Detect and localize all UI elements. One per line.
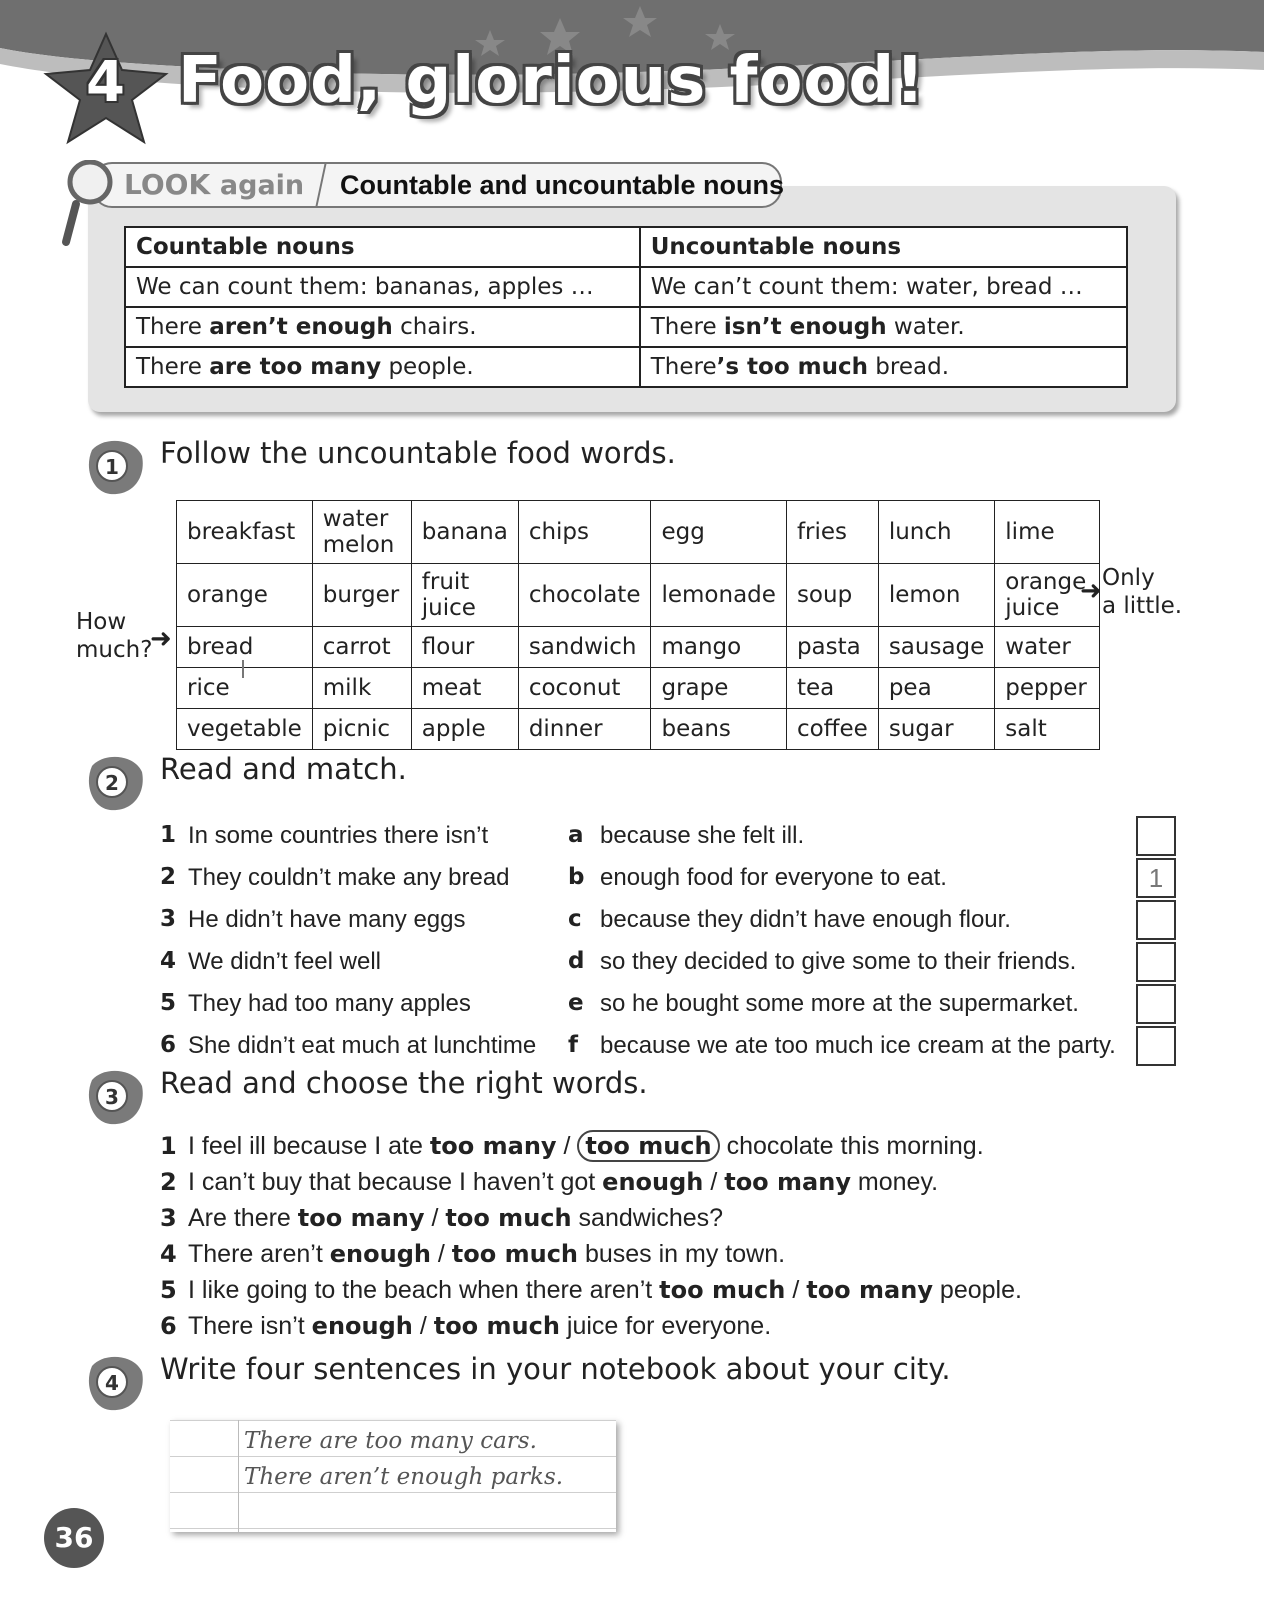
answer-box[interactable] — [1136, 900, 1176, 940]
grid-cell[interactable]: rice — [177, 668, 313, 709]
grammar-row — [125, 347, 1127, 387]
match-row: 4 We didn’t feel well d so they decided to give some to their friends. — [160, 948, 1077, 975]
grid-cell[interactable]: burger — [312, 564, 411, 627]
grid-cell[interactable]: water — [995, 627, 1100, 668]
grid-cell[interactable]: egg — [651, 501, 786, 564]
grammar-topic: Countable and uncountable nouns — [340, 170, 784, 200]
again-word: again — [219, 170, 305, 201]
grid-cell[interactable]: soup — [786, 564, 878, 627]
grammar-cell: There isn’t enough water. — [640, 307, 1127, 347]
option[interactable]: too many — [724, 1168, 851, 1196]
option[interactable]: enough — [602, 1168, 704, 1196]
option[interactable]: too much — [433, 1312, 560, 1340]
grid-cell[interactable]: lunch — [878, 501, 994, 564]
grid-cell[interactable]: bread — [177, 627, 313, 668]
match-row: 2 They couldn’t make any bread b enough food for everyone to eat. — [160, 864, 947, 891]
grid-cell[interactable]: orange juice — [995, 564, 1100, 627]
grid-cell[interactable]: fruit juice — [411, 564, 518, 627]
look-word: LOOK — [124, 168, 211, 201]
answer-box[interactable]: 1 — [1136, 858, 1176, 898]
notebook-example — [170, 1420, 616, 1532]
match-row: 1 In some countries there isn’t a because she felt ill. — [160, 822, 805, 849]
grid-cell[interactable]: tea — [786, 668, 878, 709]
grid-cell[interactable]: lime — [995, 501, 1100, 564]
grid-cell[interactable]: lemonade — [651, 564, 786, 627]
grid-cell[interactable]: salt — [995, 709, 1100, 750]
answer-box[interactable] — [1136, 942, 1176, 982]
choose-row: 1 I feel ill because I ate too many / too much chocolate this morning. — [160, 1132, 984, 1160]
magnifier-icon — [60, 160, 120, 250]
start-label: How much? — [76, 609, 153, 663]
grid-row — [177, 564, 1100, 627]
grammar-cell: We can’t count them: water, bread … — [640, 267, 1127, 307]
grid-cell[interactable]: chocolate — [518, 564, 651, 627]
grid-cell[interactable]: sugar — [878, 709, 994, 750]
grid-cell[interactable]: dinner — [518, 709, 651, 750]
food-word-grid — [176, 500, 1100, 750]
example-sentence: There are too many cars. — [244, 1428, 537, 1454]
option[interactable]: too many — [806, 1276, 933, 1304]
grid-cell[interactable]: meat — [411, 668, 518, 709]
exercise-number: 1 — [105, 455, 119, 479]
grid-cell[interactable]: breakfast — [177, 501, 313, 564]
end-label: Only a little. — [1102, 565, 1183, 619]
exercise-2-instruction: Read and match. — [160, 752, 407, 786]
grid-cell[interactable]: mango — [651, 627, 786, 668]
grid-cell[interactable]: picnic — [312, 709, 411, 750]
exercise-badge — [84, 1352, 146, 1414]
grid-cell[interactable]: lemon — [878, 564, 994, 627]
option[interactable]: too many — [429, 1132, 557, 1160]
grid-cell[interactable]: sandwich — [518, 627, 651, 668]
exercise-3-instruction: Read and choose the right words. — [160, 1066, 648, 1100]
exercise-badge — [84, 1066, 146, 1128]
unit-number: 4 — [86, 50, 125, 115]
grid-cell[interactable]: coffee — [786, 709, 878, 750]
exercise-number: 4 — [105, 1371, 119, 1395]
grid-row — [177, 709, 1100, 750]
exercise-1-instruction: Follow the uncountable food words. — [160, 436, 676, 470]
grid-row — [177, 668, 1100, 709]
grammar-row — [125, 267, 1127, 307]
choose-row: 5 I like going to the beach when there aren’t too much / too many people. — [160, 1276, 1022, 1304]
match-row: 6 She didn’t eat much at lunchtime f because we ate too much ice cream at the party. — [160, 1032, 1116, 1059]
exercise-number: 3 — [105, 1085, 119, 1109]
grid-cell[interactable]: orange — [177, 564, 313, 627]
grammar-cell: There’s too much bread. — [640, 347, 1127, 387]
path-mark — [242, 660, 244, 678]
option[interactable]: too many — [297, 1204, 425, 1232]
grid-cell[interactable]: coconut — [518, 668, 651, 709]
notebook-margin-line — [238, 1420, 239, 1532]
choose-row: 6 There isn’t enough / too much juice for everyone. — [160, 1312, 772, 1340]
col-header-uncountable: Uncountable nouns — [640, 227, 1127, 267]
example-sentence: There aren’t enough parks. — [244, 1464, 564, 1490]
option[interactable]: too much — [445, 1204, 572, 1232]
grid-cell[interactable]: pea — [878, 668, 994, 709]
match-row: 5 They had too many apples e so he bought some more at the supermarket. — [160, 990, 1079, 1017]
grid-row — [177, 627, 1100, 668]
grammar-cell: There aren’t enough chairs. — [125, 307, 640, 347]
answer-box[interactable] — [1136, 816, 1176, 856]
grid-cell[interactable]: apple — [411, 709, 518, 750]
page-title: Food, glorious food! — [178, 44, 926, 118]
look-again-label — [124, 168, 304, 201]
option[interactable]: enough — [311, 1312, 413, 1340]
grid-cell[interactable]: sausage — [878, 627, 994, 668]
grid-cell[interactable]: milk — [312, 668, 411, 709]
choose-row: 3 Are there too many / too much sandwiches? — [160, 1204, 724, 1232]
grammar-cell: We can count them: bananas, apples … — [125, 267, 640, 307]
exercise-badge — [84, 752, 146, 814]
grammar-table — [124, 226, 1128, 388]
grid-row — [177, 501, 1100, 564]
answer-box[interactable] — [1136, 984, 1176, 1024]
grid-cell[interactable]: fries — [786, 501, 878, 564]
grid-cell[interactable]: beans — [651, 709, 786, 750]
grid-cell[interactable]: pasta — [786, 627, 878, 668]
option[interactable]: enough — [329, 1240, 431, 1268]
page-number: 36 — [44, 1508, 104, 1568]
col-header-countable: Countable nouns — [125, 227, 640, 267]
grid-cell[interactable]: flour — [411, 627, 518, 668]
option[interactable]: too much — [659, 1276, 786, 1304]
grid-cell[interactable]: vegetable — [177, 709, 313, 750]
grid-cell[interactable]: water melon — [312, 501, 411, 564]
choose-row: 2 I can’t buy that because I haven’t got enough / too many money. — [160, 1168, 939, 1196]
right-arrow-icon: ➜ — [150, 624, 172, 654]
exercise-badge — [84, 436, 146, 498]
grammar-header-row — [125, 227, 1127, 267]
grid-cell[interactable]: banana — [411, 501, 518, 564]
exercise-4-instruction: Write four sentences in your notebook about your city. — [160, 1352, 951, 1386]
option[interactable]: too much — [451, 1240, 579, 1268]
grammar-cell: There are too many people. — [125, 347, 640, 387]
grammar-row — [125, 307, 1127, 347]
exercise-number: 2 — [105, 771, 119, 795]
right-arrow-icon: ➜ — [1080, 576, 1102, 606]
match-row: 3 He didn’t have many eggs c because they didn’t have enough flour. — [160, 906, 1011, 933]
option-selected[interactable]: too much — [577, 1130, 719, 1162]
answer-box[interactable] — [1136, 1026, 1176, 1066]
grid-cell[interactable]: carrot — [312, 627, 411, 668]
grid-cell[interactable]: grape — [651, 668, 786, 709]
grid-cell[interactable]: pepper — [995, 668, 1100, 709]
choose-row: 4 There aren’t enough / too much buses in my town. — [160, 1240, 786, 1268]
grid-cell[interactable]: chips — [518, 501, 651, 564]
